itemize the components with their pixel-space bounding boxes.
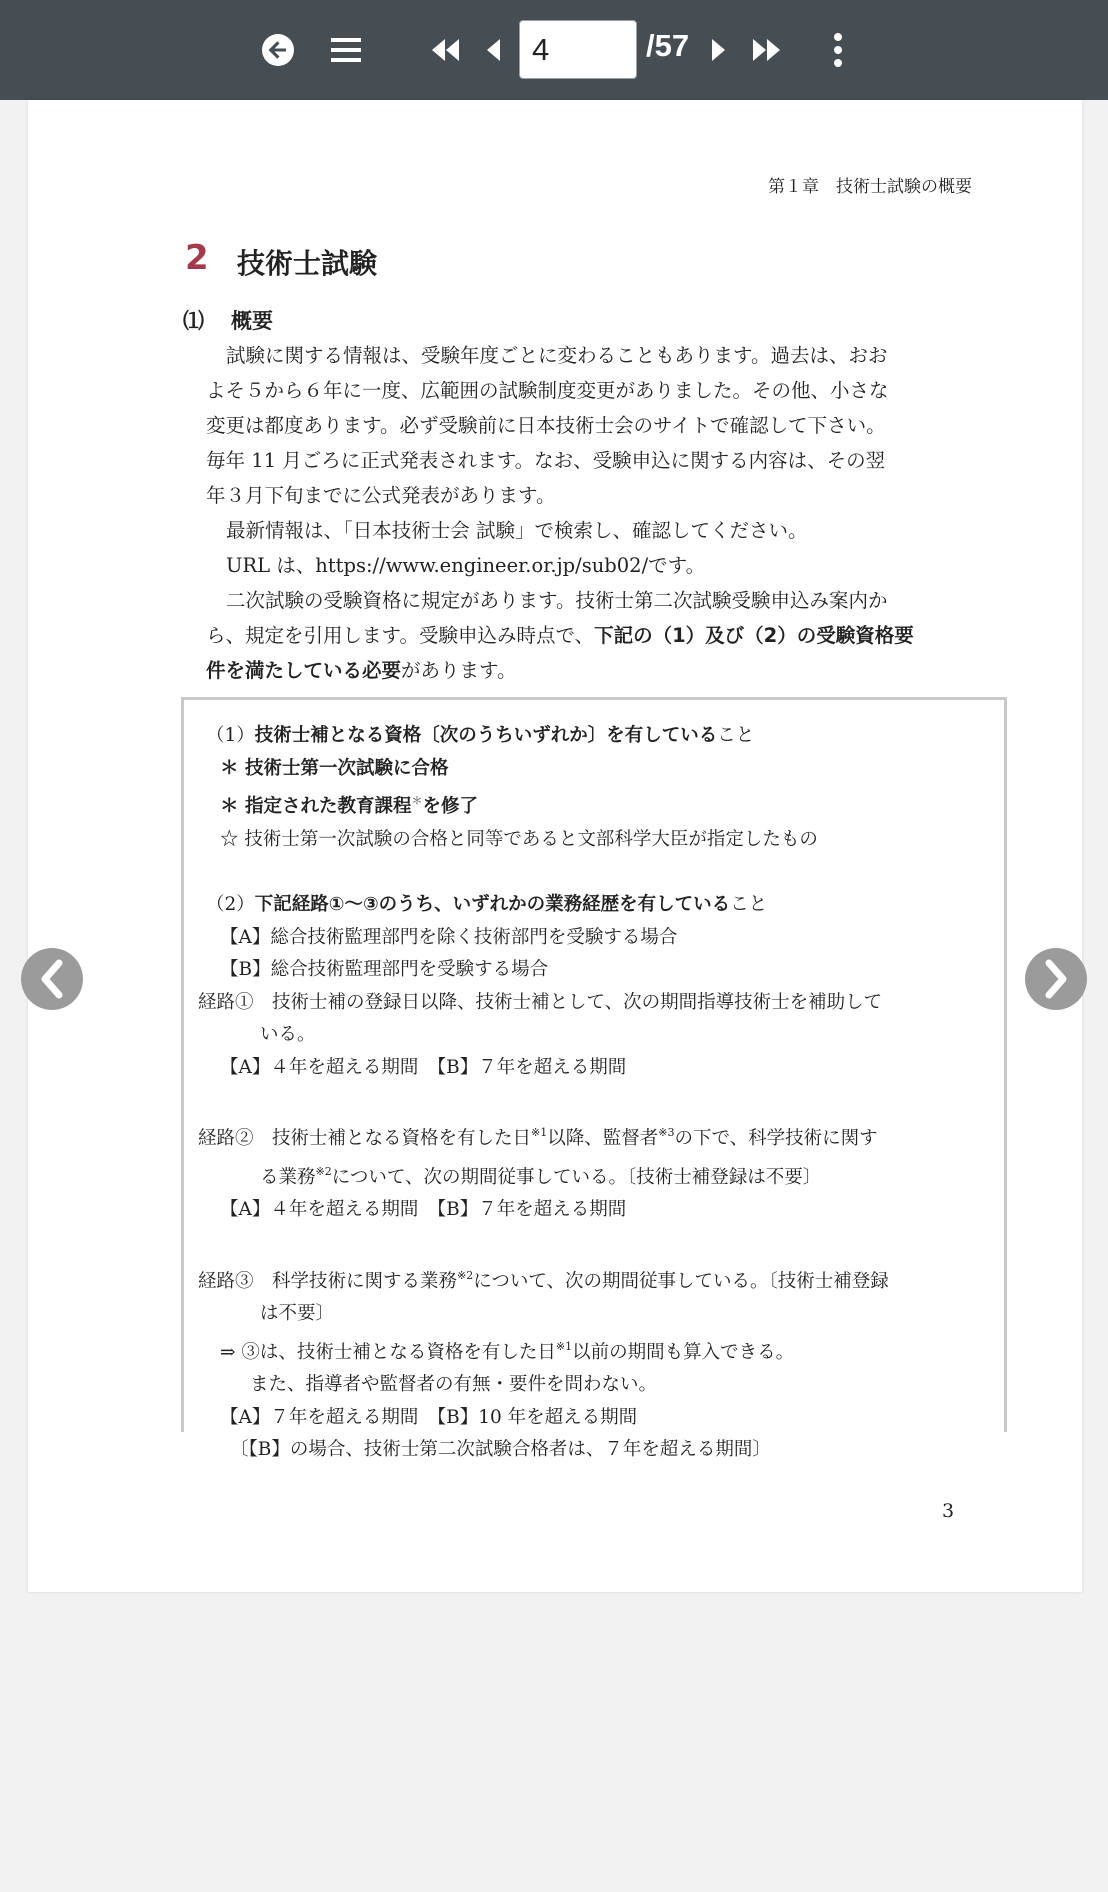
footnote-mark: ※1 [531,1126,548,1140]
prev-page-arrow[interactable] [21,948,83,1010]
paragraph-line: 年３月下旬までに公式発表があります。 [206,484,556,507]
viewer-toolbar [0,0,1108,100]
route-1-line: 経路① 技術士補の登録日以降、技術士補として、次の期間指導技術士を補助して [198,991,883,1013]
paragraph-line: 試験に関する情報は、受験年度ごとに変わることもあります。過去は、おお [226,344,888,367]
route-text: 経路② 技術士補となる資格を有した日 [198,1128,532,1150]
url-line: URL は、https://www.engineer.or.jp/sub02/です。 [226,554,706,577]
footnote-mark: ※3 [658,1126,675,1140]
req1-item-bold: を修了 [422,796,478,818]
page-total: /57 [646,28,690,63]
route-text: ⇒ ③は、技術士補となる資格を有した日 [220,1341,556,1363]
paragraph-line: 二次試験の受験資格に規定があります。技術士第二次試験受験申込み案内か [226,589,888,612]
more-options-button[interactable] [812,22,864,78]
req-prefix: （1） [206,725,255,746]
footnote-mark: ※2 [315,1164,332,1178]
route-3-note [206,1331,996,1370]
next-page-arrow[interactable] [1025,948,1087,1010]
req1-item: ☆ 技術士第一次試験の合格と同等であると文部科学大臣が指定したもの [220,828,818,850]
last-page-button[interactable] [740,22,792,78]
subsection-number: ⑴ [183,309,204,333]
footnote-mark: ＊ [411,794,423,808]
paragraph-line: よそ５から６年に一度、広範囲の試験制度変更がありました。その他、小さな [206,379,889,402]
req1-item [206,785,996,824]
back-button[interactable] [252,22,304,78]
paragraph-bold-text: 下記の（1）及び（2）の受験資格要 [594,624,914,647]
route-3-period: 【A】７年を超える期間 【B】10 年を超える期間 [220,1406,638,1428]
footnote-mark: ※2 [457,1268,474,1282]
chapter-header: 第１章 技術士試験の概要 [768,177,972,197]
route-3-note: また、指導者や監督者の有無・要件を問わない。 [250,1374,658,1396]
route-2-line [198,1117,996,1156]
chevron-right-icon [1041,959,1071,999]
prev-page-button[interactable] [468,22,520,78]
footnote-mark: ※1 [555,1339,573,1353]
prev-page-icon [487,39,501,61]
route-1-period: 【A】４年を超える期間 【B】７年を超える期間 [220,1056,627,1078]
page-number: 3 [942,1500,955,1522]
req1-item: ＊ 技術士第一次試験に合格 [220,757,449,779]
eligibility-box [181,697,1007,1461]
section-number: 2 [185,238,209,278]
req-suffix: こと [717,725,755,746]
route-text: 経路③ 科学技術に関する業務 [198,1270,458,1292]
first-page-icon [432,39,460,61]
req-suffix: こと [730,893,768,915]
next-page-button[interactable] [692,22,744,78]
req-bold: 下記経路①～③のうち、いずれかの業務経歴を有している [254,893,731,915]
eligibility-text [198,720,996,1467]
paragraph-line: 変更は都度あります。必ず受験前に日本技術士会のサイトで確認して下さい。 [206,414,886,437]
route-1-line: いる。 [260,1024,316,1046]
route-text: る業務 [260,1166,316,1188]
req-prefix: （2） [206,893,255,915]
route-text: について、次の期間従事している。〔技術士補登録は不要〕 [331,1166,822,1188]
route-3-line: は不要〕 [260,1303,335,1325]
page-number-input[interactable] [519,20,637,79]
paragraph-line [206,653,986,688]
first-page-button[interactable] [420,22,472,78]
route-2-line [206,1156,996,1195]
route-text: の下で、科学技術に関す [674,1128,878,1150]
paragraph-line: 毎年 11 月ごろに正式発表されます。なお、受験申込に関する内容は、その翌 [206,449,886,472]
menu-button[interactable] [320,22,372,78]
section-title: 技術士試験 [237,247,378,280]
req1-item-bold: ＊ 指定された教育課程 [220,796,412,818]
requirement-1 [206,720,996,753]
paragraph-line: 最新情報は、「日本技術士会 試験」で検索し、確認してください。 [226,519,808,542]
subsection-title: 概要 [231,309,273,333]
paragraph-bold-text: 件を満たしている必要 [206,659,402,682]
back-arrow-icon [261,33,295,67]
menu-icon [331,37,361,63]
req2-item: 【B】総合技術監理部門を受験する場合 [220,959,549,981]
overview-paragraphs [206,338,986,688]
route-text: について、次の期間従事している。〔技術士補登録 [473,1270,889,1292]
paragraph-text: ら、規定を引用します。受験申込み時点で、 [206,624,595,647]
route-2-period: 【A】４年を超える期間 【B】７年を超える期間 [220,1199,627,1221]
more-vert-icon [833,33,843,67]
route-text: 以降、監督者 [547,1128,659,1150]
next-page-icon [711,39,725,61]
req-bold: 技術士補となる資格〔次のうちいずれか〕を有している [254,725,718,746]
requirement-2 [206,889,996,922]
req2-item: 【A】総合技術監理部門を除く技術部門を受験する場合 [220,926,678,948]
document-page [28,100,1082,1592]
chevron-left-icon [37,959,67,999]
paragraph-line [206,618,986,653]
paragraph-text: があります。 [401,659,517,682]
route-3-period-note: 〔【B】の場合、技術士第二次試験合格者は、７年を超える期間〕 [230,1439,771,1461]
route-3-line [198,1260,996,1299]
last-page-icon [752,39,780,61]
route-text: 以前の期間も算入できる。 [572,1341,795,1363]
